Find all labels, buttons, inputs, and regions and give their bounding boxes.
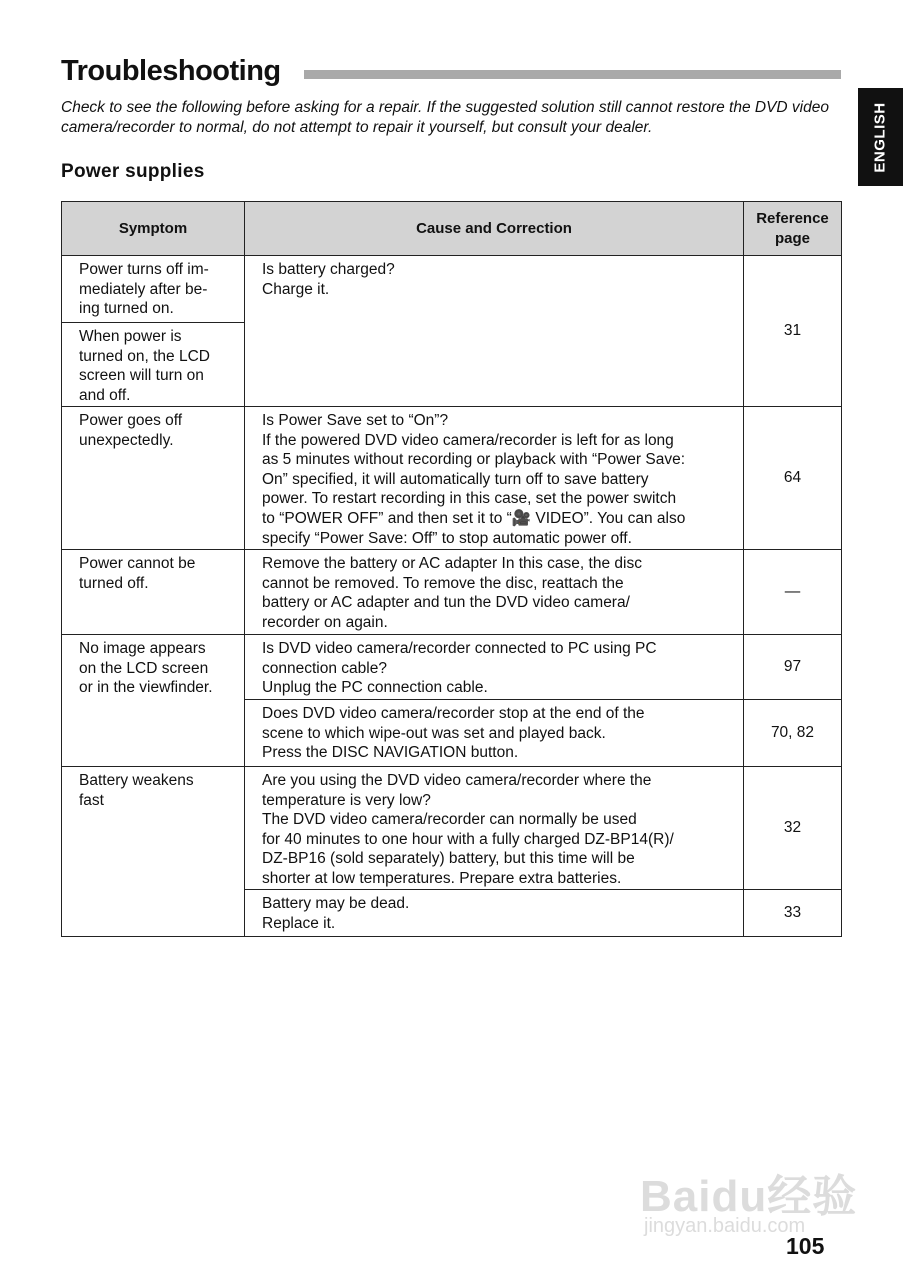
language-tab — [858, 88, 903, 186]
table-row — [62, 635, 842, 700]
cause-line: Press the DISC NAVIGATION button. — [262, 744, 519, 762]
cause-line: Are you using the DVD video camera/recorder where the — [262, 772, 652, 789]
reference-cell: 31 — [744, 256, 842, 407]
cause-line: Remove the battery or AC adapter In this case, the disc — [262, 555, 642, 572]
reference-cell: 32 — [744, 767, 842, 890]
symptom-line: turned off. — [79, 574, 149, 592]
cause-line: specify “Power Save: Off” to stop automatic power off. — [262, 529, 632, 547]
page-number: 105 — [786, 1233, 825, 1259]
section-heading: Power supplies — [61, 161, 205, 182]
cause-cell — [245, 407, 744, 550]
reference-cell: 97 — [744, 635, 842, 700]
table-row — [62, 550, 842, 635]
symptom-line: turned on, the LCD — [79, 347, 210, 365]
cause-line: DZ-BP16 (sold separately) battery, but this time will be — [262, 850, 635, 868]
cause-line: On” specified, it will automatically turn off to save battery — [262, 470, 649, 488]
cause-line: recorder on again. — [262, 613, 388, 631]
reference-cell: — — [744, 550, 842, 635]
symptom-line: and off. — [79, 386, 131, 404]
cause-line: for 40 minutes to one hour with a fully charged DZ-BP14(R)/ — [262, 830, 674, 848]
title-rule — [304, 70, 841, 79]
reference-cell: 70, 82 — [744, 700, 842, 767]
header-cause: Cause and Correction — [245, 202, 744, 256]
header-reference: Reference page — [744, 202, 842, 256]
baidu-watermark-url: jingyan.baidu.com — [644, 1215, 806, 1237]
cause-cell — [245, 890, 744, 937]
symptom-line: Battery weakens — [79, 772, 194, 789]
symptom-cell — [62, 550, 245, 635]
cause-line: Unplug the PC connection cable. — [262, 679, 488, 697]
baidu-watermark: Baidu经验 — [640, 1172, 858, 1221]
intro-text: Check to see the following before asking for a repair. If the suggested solution still cannot restore the DVD video camera/recorder to normal, do not attempt to repair it yourself, but consult your dealer. — [61, 99, 829, 136]
cause-line: If the powered DVD video camera/recorder is left for as long — [262, 431, 674, 449]
table-header-row — [62, 202, 842, 256]
symptom-line: or in the viewfinder. — [79, 679, 213, 697]
reference-cell: 33 — [744, 890, 842, 937]
symptom-line: fast — [79, 791, 104, 809]
cause-line: The DVD video camera/recorder can normally be used — [262, 811, 637, 829]
troubleshooting-table — [61, 201, 842, 937]
cause-line: temperature is very low? — [262, 791, 431, 809]
symptom-line: Power cannot be — [79, 555, 196, 572]
symptom-line: No image appears — [79, 640, 206, 657]
cause-line: cannot be removed. To remove the disc, reattach the — [262, 574, 624, 592]
symptom-cell — [62, 407, 245, 550]
cause-line: Replace it. — [262, 914, 336, 932]
cause-line: to “POWER OFF” and then set it to “🎥 VIDEO”. You can also — [262, 509, 686, 527]
cause-line: Battery may be dead. — [262, 895, 410, 912]
cause-cell — [245, 767, 744, 890]
table-row — [62, 767, 842, 890]
cause-line: shorter at low temperatures. Prepare extra batteries. — [262, 869, 622, 887]
cause-cell — [245, 700, 744, 767]
cause-cell — [245, 550, 744, 635]
table-row — [62, 256, 842, 323]
symptom-line: Power goes off — [79, 412, 183, 429]
header-symptom: Symptom — [62, 202, 245, 256]
cause-line: scene to which wipe-out was set and played back. — [262, 724, 606, 742]
symptom-line: Power turns off im- — [79, 261, 209, 278]
cause-line: Is DVD video camera/recorder connected to PC using PC — [262, 640, 657, 657]
table-row — [62, 407, 842, 550]
symptom-line: ing turned on. — [79, 300, 174, 318]
symptom-cell — [62, 323, 245, 407]
cause-line: battery or AC adapter and tun the DVD video camera/ — [262, 594, 630, 612]
cause-cell — [245, 635, 744, 700]
symptom-line: on the LCD screen — [79, 659, 209, 677]
symptom-cell — [62, 635, 245, 767]
symptom-line: screen will turn on — [79, 367, 204, 385]
cause-cell — [245, 256, 744, 407]
cause-line: as 5 minutes without recording or playback with “Power Save: — [262, 451, 686, 469]
language-tab-label: ENGLISH — [872, 101, 889, 173]
cause-line: Is battery charged? — [262, 261, 395, 278]
cause-line: Charge it. — [262, 280, 330, 298]
cause-line: Does DVD video camera/recorder stop at the end of the — [262, 705, 645, 722]
cause-line: power. To restart recording in this case, set the power switch — [262, 490, 677, 508]
symptom-line: mediately after be- — [79, 280, 208, 298]
cause-line: Is Power Save set to “On”? — [262, 412, 449, 429]
page-title: Troubleshooting — [61, 55, 281, 87]
symptom-cell — [62, 767, 245, 937]
cause-line: connection cable? — [262, 659, 387, 677]
symptom-line: unexpectedly. — [79, 431, 174, 449]
reference-cell: 64 — [744, 407, 842, 550]
symptom-cell — [62, 256, 245, 323]
symptom-line: When power is — [79, 328, 182, 345]
